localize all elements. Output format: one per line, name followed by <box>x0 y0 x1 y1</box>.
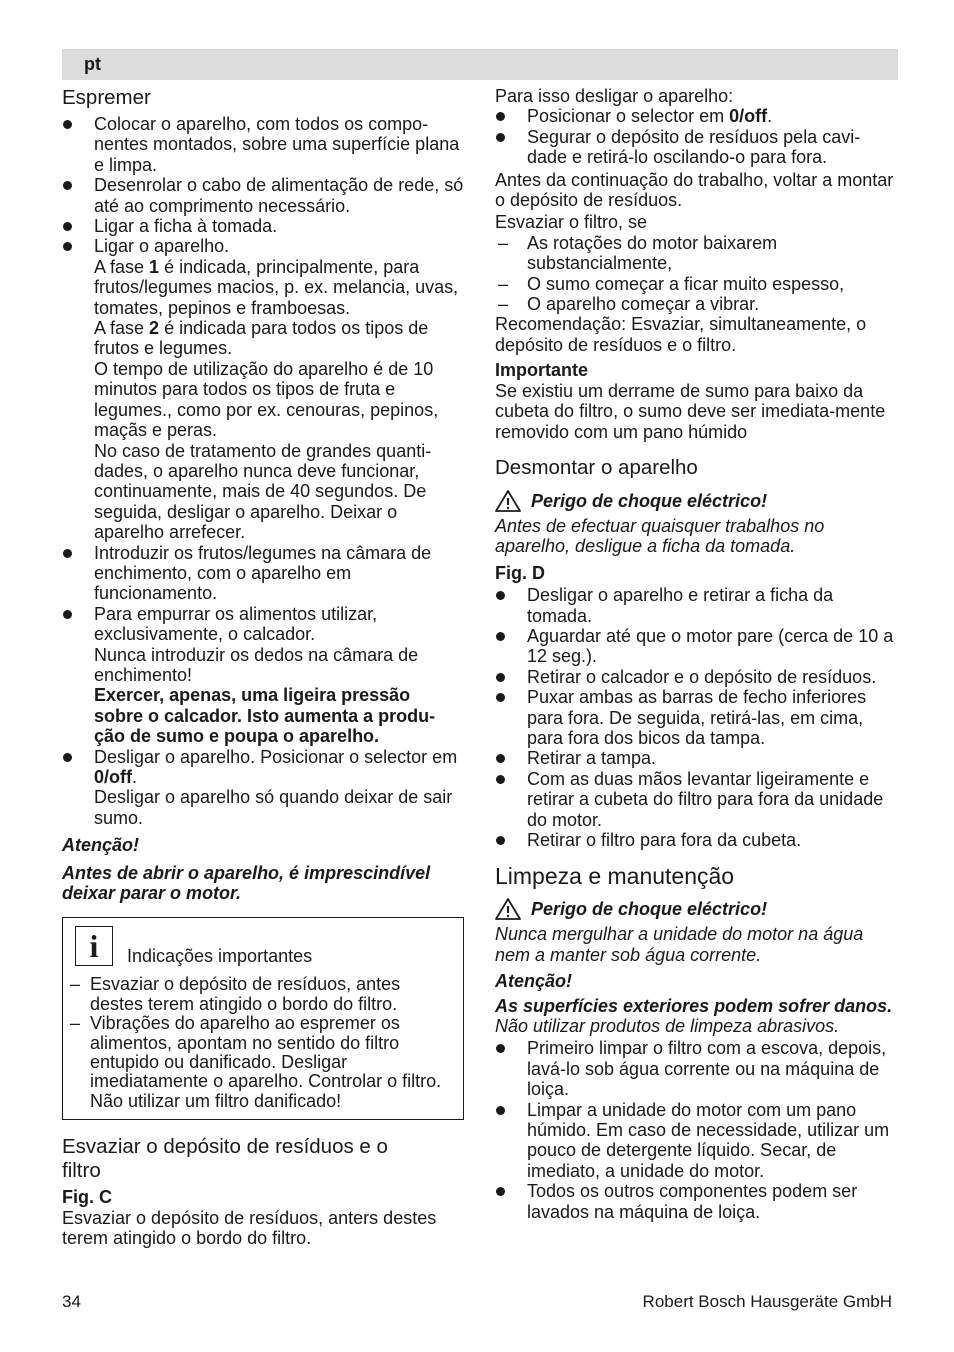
list-item: Retirar a tampa. <box>495 748 899 768</box>
attention-label: Atenção! <box>62 835 140 856</box>
list-item: – Esvaziar o depósito de resíduos, antes destes terem atingido o bordo do filtro. <box>67 975 453 1014</box>
list-item: Segurar o depósito de resíduos pela cavi-dade e retirá-lo oscilando-o para fora. <box>495 127 899 168</box>
list-item: Ligar o aparelho. A fase 1 é indicada, principalmente, para frutos/legumes macios, p. ex. melancia, uvas, tomates, pepinos e framboesas. A fase 2 é indicada para todos os tipos de frutos e legumes. O tempo de utilização do aparelho é de 10 minutos para todos os tipos de fruta e legumes., como por ex. cenouras, pepinos, maçãs e peras. No caso de tratamento de grandes quanti-dades, o aparelho nunca deve funcionar, continuamente, mais de 40 segundos. De seguida, desligar o aparelho. Deixar o aparelho arrefecer. <box>62 236 464 542</box>
list-item: Introduzir os frutos/legumes na câmara de enchimento, com o aparelho em funcionamento. <box>62 543 464 604</box>
list-item: Retirar o calcador e o depósito de resíduos. <box>495 667 899 687</box>
section-title-esvaziar: Esvaziar o depósito de resíduos e o filtro <box>62 1135 388 1183</box>
espremer-steps <box>62 114 464 828</box>
list-item: Posicionar o selector em 0/off. <box>495 106 899 126</box>
important-label: Importante <box>495 360 589 381</box>
list-item: Desligar o aparelho. Posicionar o selector em 0/off. Desligar o aparelho só quando deixar de sair sumo. <box>62 747 464 829</box>
paragraph: Antes da continuação do trabalho, voltar a montar o depósito de resíduos. <box>495 169 894 211</box>
list-item: Puxar ambas as barras de fecho inferiores para fora. De seguida, retirá-las, em cima, para fora dos bicos da tampa. <box>495 687 899 748</box>
paragraph: Esvaziar o filtro, se <box>495 212 648 233</box>
list-item: Com as duas mãos levantar ligeiramente e retirar a cubeta do filtro para fora da unidade do motor. <box>495 769 899 830</box>
warning-title: Perigo de choque eléctrico! <box>531 490 768 511</box>
info-box-title: Indicações importantes <box>127 946 313 967</box>
right-column <box>495 86 899 1222</box>
section-title-desmontar: Desmontar o aparelho <box>495 455 698 479</box>
info-icon: i <box>75 926 113 966</box>
figure-ref-c: Fig. C <box>62 1187 112 1208</box>
attention-label: Atenção! <box>495 971 573 992</box>
language-code: pt <box>84 54 101 74</box>
page-number: 34 <box>62 1292 81 1311</box>
company-name: Robert Bosch Hausgeräte GmbH <box>642 1292 892 1311</box>
list-item: Desligar o aparelho e retirar a ficha da tomada. <box>495 585 899 626</box>
list-item: Primeiro limpar o filtro com a escova, depois, lavá-lo sob água corrente ou na máquina de loiça. <box>495 1038 899 1099</box>
list-item: Desenrolar o cabo de alimentação de rede, só até ao comprimento necessário. <box>62 175 464 216</box>
list-item: – O sumo começar a ficar muito espesso, <box>495 274 899 294</box>
warning-text: As superfícies exteriores podem sofrer danos. Não utilizar produtos de limpeza abrasivos. <box>495 995 893 1037</box>
list-item: – Vibrações do aparelho ao espremer os alimentos, apontam no sentido do filtro entupido ou danificado. Desligar imediatamente o aparelho. Controlar o filtro. Não utilizar um filtro danificado! <box>67 1014 453 1111</box>
warning-triangle-icon <box>495 898 521 920</box>
important-notes-box <box>62 917 464 1120</box>
warning-triangle-icon <box>495 490 521 512</box>
paragraph: Se existiu um derrame de sumo para baixo da cubeta do filtro, o sumo deve ser imediata-mente removido com um pano húmido <box>495 380 886 442</box>
attention-text: Antes de abrir o aparelho, é imprescindível deixar parar o motor. <box>62 862 431 904</box>
list-item: Limpar a unidade do motor com um pano húmido. Em caso de necessidade, utilizar um pouco de detergente líquido. Secar, de imediato, a unidade do motor. <box>495 1100 899 1182</box>
paragraph: Recomendação: Esvaziar, simultaneamente, o depósito de resíduos e o filtro. <box>495 314 867 355</box>
warning-line <box>495 898 899 920</box>
section-title-espremer: Espremer <box>62 86 151 109</box>
list-item: Para empurrar os alimentos utilizar, exclusivamente, o calcador. Nunca introduzir os dedos na câmara de enchimento! Exercer, apenas, uma ligeira pressão sobre o calcador. Isto aumenta a produ-ção de sumo e poupa o aparelho. <box>62 604 464 747</box>
warning-line <box>495 490 899 512</box>
warning-text: Nunca mergulhar a unidade do motor na água nem a manter sob água corrente. <box>495 924 864 965</box>
list-item: Todos os outros componentes podem ser lavados na máquina de loiça. <box>495 1181 899 1222</box>
paragraph: Para isso desligar o aparelho: <box>495 86 734 106</box>
esvaziar-text: Esvaziar o depósito de resíduos, anters destes terem atingido o bordo do filtro. <box>62 1207 437 1249</box>
list-item: Colocar o aparelho, com todos os compo-nentes montados, sobre uma superfície plana e limpa. <box>62 114 464 175</box>
list-item: Retirar o filtro para fora da cubeta. <box>495 830 899 850</box>
warning-title: Perigo de choque eléctrico! <box>531 899 768 920</box>
language-header-bar <box>62 49 898 80</box>
warning-text: Antes de efectuar quaisquer trabalhos no aparelho, desligue a ficha da tomada. <box>495 515 825 557</box>
figure-ref-d: Fig. D <box>495 562 545 583</box>
list-item: Ligar a ficha à tomada. <box>62 216 464 236</box>
left-column <box>62 86 464 1249</box>
list-item: – O aparelho começar a vibrar. <box>495 294 899 314</box>
section-title-limpeza: Limpeza e manutenção <box>495 863 735 890</box>
list-item: – As rotações do motor baixarem substancialmente, <box>495 233 899 274</box>
list-item: Aguardar até que o motor pare (cerca de 10 a 12 seg.). <box>495 626 899 667</box>
